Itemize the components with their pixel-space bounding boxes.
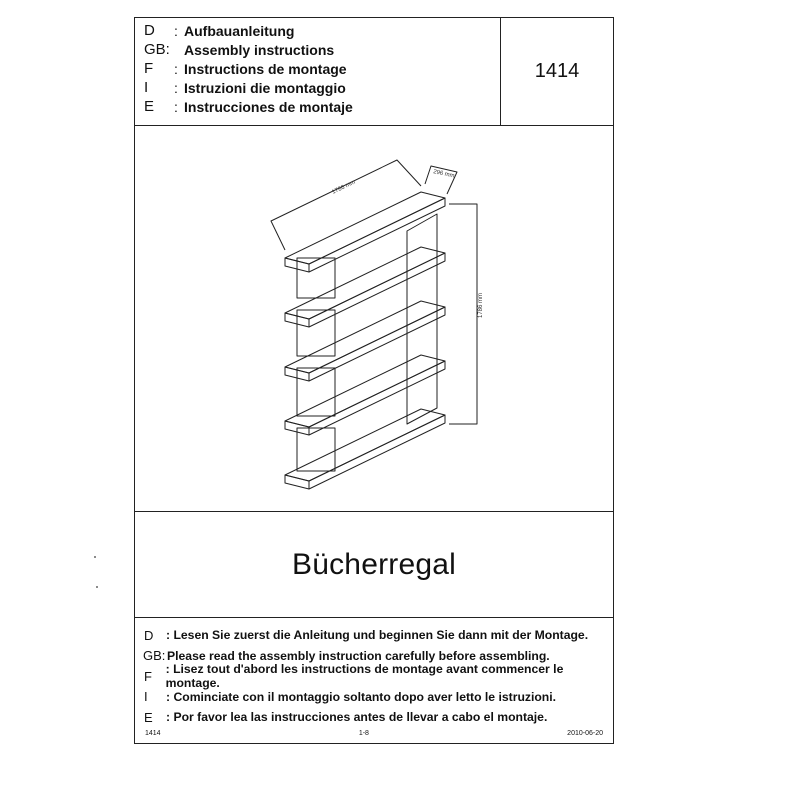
shelf-edge xyxy=(309,415,445,489)
note-code: I xyxy=(144,689,148,705)
document-date: 2010-06-20 xyxy=(567,729,603,737)
lang-title: Instrucciones de montaje xyxy=(184,98,353,115)
lang-separator: : xyxy=(174,98,178,115)
side-panel xyxy=(297,428,335,471)
shelf-edge xyxy=(309,253,445,327)
scan-speck xyxy=(96,586,98,588)
footer xyxy=(145,727,603,739)
note-row-es xyxy=(135,707,613,728)
lang-row-es xyxy=(135,97,500,116)
note-text: : Cominciate con il montaggio soltanto dopo aver letto le istruzioni. xyxy=(166,689,557,704)
note-code: E xyxy=(144,709,153,725)
header xyxy=(135,18,613,126)
side-panel xyxy=(297,368,335,416)
shelf-edge xyxy=(309,307,445,381)
lang-code: F xyxy=(144,60,154,77)
lang-code: GB: xyxy=(144,41,170,58)
product-title: Bücherregal xyxy=(292,547,456,581)
lang-title: Aufbauanleitung xyxy=(184,22,295,39)
upright-panel xyxy=(407,214,437,424)
lang-code: E xyxy=(144,98,155,115)
height-label: 1786 mm xyxy=(478,292,484,318)
shelf-edge xyxy=(309,198,445,272)
shelf-edge xyxy=(285,475,309,489)
title-languages xyxy=(135,18,501,125)
lang-separator: : xyxy=(174,60,178,77)
height-dimension-line xyxy=(449,204,477,424)
shelf xyxy=(285,301,445,373)
note-text: Please read the assembly instruction carefully before assembling. xyxy=(167,648,550,663)
lang-row-fr xyxy=(135,59,500,78)
lang-title: Istruzioni die montaggio xyxy=(184,79,346,96)
depth-label: 296 mm xyxy=(432,169,456,180)
note-code: F xyxy=(144,668,152,684)
note-row-de xyxy=(135,625,613,646)
note-code: GB: xyxy=(143,648,166,664)
note-text: : Lisez tout d'abord les instructions de montage avant commencer le montage. xyxy=(165,662,564,691)
lang-title: Instructions de montage xyxy=(184,60,347,77)
lang-row-de xyxy=(135,21,500,40)
lang-separator: : xyxy=(174,22,178,39)
lang-row-it xyxy=(135,78,500,97)
shelf xyxy=(285,409,445,481)
note-text: : Por favor lea las instrucciones antes de llevar a cabo el montaje. xyxy=(166,710,548,725)
note-text: : Lesen Sie zuerst die Anleitung und beginnen Sie dann mit der Montage. xyxy=(166,628,589,643)
shelf-edge xyxy=(309,361,445,435)
page-indicator: 1-8 xyxy=(358,729,369,737)
bookshelf-drawing xyxy=(135,126,612,510)
note-row-fr xyxy=(135,662,613,691)
model-number: 1414 xyxy=(534,60,580,82)
note-row-it xyxy=(135,687,613,708)
read-first-notes xyxy=(135,618,613,728)
note-code: D xyxy=(144,627,154,643)
lang-separator: : xyxy=(174,79,178,96)
width-label: 1786 mm xyxy=(331,179,357,196)
lang-code: I xyxy=(144,79,149,96)
scan-speck xyxy=(94,556,96,558)
footer-model-number: 1414 xyxy=(145,729,161,737)
lang-row-gb xyxy=(135,40,500,59)
instruction-sheet xyxy=(134,17,614,744)
product-title-area xyxy=(135,512,613,618)
width-dimension-line xyxy=(271,160,421,250)
lang-code: D xyxy=(144,22,155,39)
product-drawing-area xyxy=(135,126,613,512)
lang-title: Assembly instructions xyxy=(184,41,335,58)
